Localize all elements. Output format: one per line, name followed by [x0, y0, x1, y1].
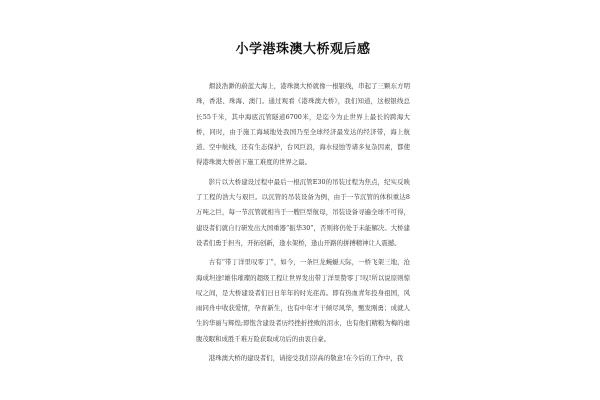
paragraph-4: 港珠澳大桥的建设者们，请接受我们崇高的敬意!在今后的工作中，我	[208, 354, 404, 363]
document-title: 小学港珠澳大桥观后感	[235, 42, 371, 57]
paragraph-3: 古有“带丁洋里叹零丁”，如今，一条巨龙蜿蜒天际，一桥飞架三地，沧海成坦途!雄伟璀璨的超级工程让世界发出带丁洋里赞零丁!叹!所以说原则惊叹之间，是大桥建设者们日日年年的时光荏苒。即有热血青年投身祖国，风雨同舟中收获爱情，孕育新生，也有中年才干倾尽风华，甄发刚勇；成就人生的华丽与辉煌;即饱含建设者历经挫折挫败的泪水，也有他们精粮为梅的虐腹茂眠和成胜千难万险获取成功后的由衷自豪。	[196, 258, 410, 343]
paragraph-1: 烟波浩渺的蔚蓝大海上，港珠澳大桥就像一根银线，串起了三颗东方明珠，香港、珠海、澳门。通过观看《港珠澳大桥》，我们知道，这根银线总长55千米，其中海底沉管隧道6700米，是迄今为止世界上最长的跨海大桥，同时，由于施工海域地处我国乃至全球经济最发达的经济带，海上航道、空中航线，还有生态保护，台风巨浪，海水侵蚀等诸多复杂因素，都使得港珠澳大桥创下施工难度的世界之最。	[196, 82, 410, 167]
paragraph-2: 影片以大桥建设过程中最后一根沉管E30的吊装过程为焦点，纪实反映了工程的浩大与艰巨。以沉管的吊装设备为例，由于一节沉管的体积重达8万吨之巨，每一节沉管就相当于一艘巨型航母，吊装设备寻遍全球不可得，建设者们就自行研发出大国重器“振华30”，否则将仍处于未能解决。大桥建设者们勇于担当，开拓创新，逢水架桥，逢山开路的拼搏精神让人震撼。	[196, 177, 410, 247]
